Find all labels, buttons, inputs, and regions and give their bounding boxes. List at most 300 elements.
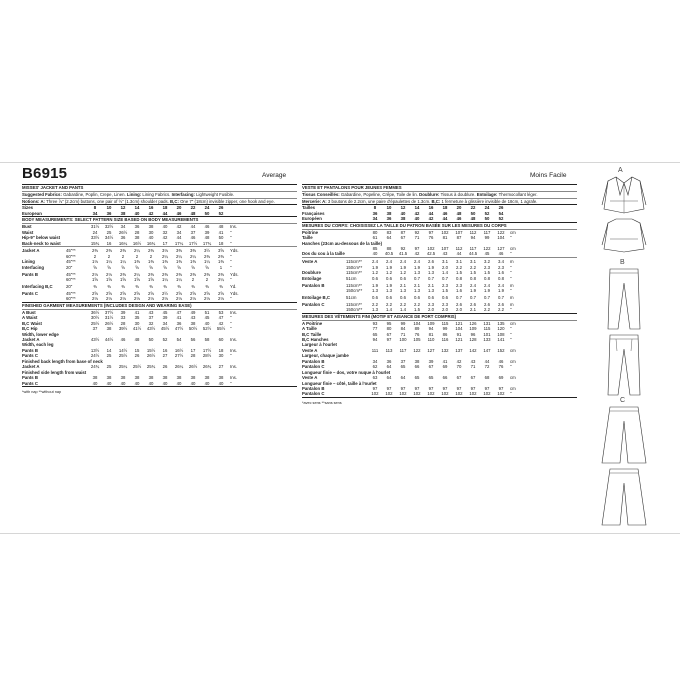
value-cell: 38 xyxy=(176,375,182,381)
value-cell: 1⅝ xyxy=(120,277,126,283)
value-cell: 40.5 xyxy=(384,251,394,257)
value-cell: 80 xyxy=(372,229,378,235)
unit-cell: cm xyxy=(510,347,516,353)
value-cell: 141 xyxy=(497,337,505,343)
row-label: B,C Hanches xyxy=(302,337,329,343)
value-cell: 66 xyxy=(442,375,448,381)
value-cell: 1⅜ xyxy=(148,259,154,265)
row-label: Entoilage xyxy=(302,275,322,281)
row-label: Pants B xyxy=(22,271,38,277)
value-cell: 40 xyxy=(134,380,140,386)
value-cell: 2⅝ xyxy=(176,291,182,296)
value-cell: 2¼ xyxy=(162,253,168,259)
yardage-table-fr xyxy=(302,259,577,312)
european-size-cell: 46 xyxy=(456,216,462,222)
row-label: Jacket A xyxy=(22,337,40,343)
value-cell: 38 xyxy=(92,375,98,381)
value-cell: 45½ xyxy=(160,326,170,332)
value-cell: 81 xyxy=(428,331,434,337)
value-cell: 39 xyxy=(428,358,434,364)
value-cell: 45 xyxy=(204,315,210,321)
sizes-row-en: Sizes 8 10 12 14 16 18 20 22 24 26 xyxy=(22,205,297,210)
value-cell: 2.6 xyxy=(428,259,434,265)
value-cell: 105 xyxy=(413,337,421,343)
value-cell: 3⅛ xyxy=(162,248,168,254)
european-size-cell: 46 xyxy=(176,210,182,216)
value-cell: 2.2 xyxy=(456,264,462,270)
value-cell: 25½ xyxy=(118,353,128,359)
value-cell: 96 xyxy=(470,331,476,337)
value-cell: 18 xyxy=(218,347,224,353)
value-cell: 71 xyxy=(414,235,420,241)
value-cell: 2 xyxy=(121,253,125,259)
value-cell: 17¾ xyxy=(202,240,212,246)
value-cell: 76 xyxy=(498,364,504,370)
view-a-letter: A xyxy=(618,167,623,174)
value-cell: 36 xyxy=(120,235,126,241)
pattern-envelope-back xyxy=(0,162,680,534)
value-cell: 2⅝ xyxy=(92,291,98,296)
value-cell: 112 xyxy=(469,229,477,235)
value-cell: 0.7 xyxy=(470,294,476,300)
value-cell: 1¼ xyxy=(176,277,182,283)
value-cell: 42 xyxy=(456,358,462,364)
value-cell: 67 xyxy=(386,331,392,337)
value-cell: 99 xyxy=(484,235,490,241)
value-cell: 97 xyxy=(414,245,420,251)
value-cell: 67 xyxy=(400,235,406,241)
value-cell: 1⅜ xyxy=(134,259,140,265)
unit-cell: Yds. xyxy=(230,291,239,296)
value-cell: 97 xyxy=(386,337,392,343)
value-cell: 43 xyxy=(470,358,476,364)
value-cell: 3⅝ xyxy=(218,248,224,254)
value-cell: 2 xyxy=(149,253,153,259)
size-cell: 20 xyxy=(456,205,462,211)
difficulty-level-en: Average xyxy=(262,172,287,179)
value-cell: 38 xyxy=(218,375,224,381)
value-cell: 37 xyxy=(190,229,196,235)
size-cell: 10 xyxy=(386,205,392,211)
value-cell: 1⅝ xyxy=(134,277,140,283)
value-cell: 104 xyxy=(455,326,463,332)
value-cell: 16 xyxy=(162,347,168,353)
french-size-cell: 44 xyxy=(428,210,434,216)
value-cell: 50 xyxy=(148,337,154,343)
value-cell: 38 xyxy=(106,326,112,332)
value-cell: 32 xyxy=(148,320,154,326)
size-cell: 26 xyxy=(498,205,504,211)
value-cell: 107 xyxy=(441,245,449,251)
value-cell: 2⅜ xyxy=(204,271,210,277)
value-cell: 0.6 xyxy=(414,294,420,300)
value-cell: ⅜ xyxy=(177,284,181,290)
value-cell: 41 xyxy=(218,229,224,235)
value-cell: 35 xyxy=(134,315,140,321)
value-cell: 2 xyxy=(107,253,111,259)
value-cell: 25¾ xyxy=(146,364,156,370)
value-cell: 95 xyxy=(386,320,392,326)
value-cell: 97 xyxy=(400,385,406,391)
table-row xyxy=(302,251,577,256)
european-size-cell: 44 xyxy=(442,216,448,222)
value-cell: 40 xyxy=(106,380,112,386)
value-cell: 115 xyxy=(483,326,491,332)
row-label: Largeur, chaque jambe xyxy=(302,353,349,359)
value-cell: 1.9 xyxy=(428,264,434,270)
value-cell: 1⅜ xyxy=(218,259,224,265)
pants-b-back-drawing xyxy=(604,333,644,397)
finished-table-en xyxy=(22,310,297,386)
value-cell: 1.5 xyxy=(442,288,448,293)
fabric-width: 45"** xyxy=(66,259,76,265)
unit-cell: " xyxy=(230,229,232,235)
row-label: Finished side length from waist xyxy=(22,369,87,375)
row-label: Veste A xyxy=(302,375,318,381)
value-cell: 15 xyxy=(134,347,140,353)
value-cell: 40 xyxy=(162,380,168,386)
value-cell: 49 xyxy=(190,309,196,315)
value-cell: 0.6 xyxy=(428,294,434,300)
value-cell: 43 xyxy=(442,251,448,257)
value-cell: 87 xyxy=(456,235,462,241)
value-cell: 2⅛ xyxy=(204,296,210,302)
value-cell: 15¾ xyxy=(90,240,100,246)
value-cell: 3⅜ xyxy=(176,248,182,254)
value-cell: 36 xyxy=(134,224,140,230)
table-row xyxy=(302,288,577,293)
value-cell: 0.6 xyxy=(400,294,406,300)
value-cell: 33 xyxy=(120,315,126,321)
value-cell: 1⅝ xyxy=(148,277,154,283)
value-cell: 2¼ xyxy=(134,248,140,254)
value-cell: ⅝ xyxy=(163,264,167,270)
footnote-en: *with nap **without nap xyxy=(22,389,62,394)
value-cell: ⅝ xyxy=(177,264,181,270)
value-cell: 87 xyxy=(400,229,406,235)
value-cell: 1.9 xyxy=(470,288,476,293)
value-cell: 2⅛ xyxy=(106,296,112,302)
view-c-letter: C xyxy=(620,397,626,404)
value-cell: ⅜ xyxy=(135,284,139,290)
value-cell: 24½ xyxy=(90,353,100,359)
value-cell: 1.9 xyxy=(372,282,378,288)
value-cell: 1.5 xyxy=(484,270,490,276)
value-cell: 68 xyxy=(484,375,490,381)
unit-cell: " xyxy=(230,353,232,359)
value-cell: 26 xyxy=(162,364,168,370)
row-label: Width, lower edge xyxy=(22,331,59,337)
value-cell: 3.1 xyxy=(442,259,448,265)
value-cell: 2⅝ xyxy=(120,291,126,296)
french-sizes-row: Françaises 36 38 40 42 44 46 48 50 52 54 xyxy=(302,211,577,216)
value-cell: ⅜ xyxy=(149,284,153,290)
value-cell: 1¼ xyxy=(204,259,210,265)
value-cell: 40 xyxy=(148,235,154,241)
fabric-width: 60"** xyxy=(66,296,76,302)
value-cell: 2⅜ xyxy=(148,271,154,277)
value-cell: 2⅛ xyxy=(120,296,126,302)
value-cell: 25½ xyxy=(90,320,100,326)
value-cell: 2⅜ xyxy=(148,248,154,254)
value-cell: 2⅜ xyxy=(218,271,224,277)
fabrics-en: Suggested Fabrics: Gabardine, Poplin, Crepe, Linen. Lining: Lining Fabrics. Interfacing: Lightweight Fusible. xyxy=(22,191,235,197)
unit-cell: m xyxy=(510,301,514,307)
value-cell: 26½ xyxy=(188,364,198,370)
title-fr: VESTE ET PANTALONS POUR JEUNES FEMMES xyxy=(302,185,402,190)
value-cell: 2.4 xyxy=(498,282,504,288)
value-cell: 108 xyxy=(497,331,505,337)
value-cell: 36 xyxy=(176,320,182,326)
value-cell: 25 xyxy=(106,364,112,370)
value-cell: 97 xyxy=(470,385,476,391)
value-cell: 34½ xyxy=(104,235,114,241)
value-cell: 67 xyxy=(456,375,462,381)
value-cell: 2⅜ xyxy=(92,248,98,254)
value-cell: 40 xyxy=(92,380,98,386)
value-cell: 38 xyxy=(204,375,210,381)
value-cell: 1.6 xyxy=(456,288,462,293)
value-cell: 111 xyxy=(371,347,379,353)
value-cell: 1 xyxy=(219,264,223,270)
value-cell: 14 xyxy=(106,347,112,353)
value-cell: 38 xyxy=(134,375,140,381)
size-cell: 24 xyxy=(204,205,210,211)
fabric-width: 45"** xyxy=(66,291,76,296)
value-cell: 40 xyxy=(176,380,182,386)
value-cell: 1⅛ xyxy=(92,259,98,265)
value-cell: 102 xyxy=(413,391,421,397)
value-cell: ⅝ xyxy=(107,264,111,270)
unit-cell: " xyxy=(510,326,512,332)
value-cell: 64 xyxy=(400,375,406,381)
row-label: A Waist xyxy=(22,315,38,321)
english-column xyxy=(22,184,297,395)
unit-cell: " xyxy=(230,315,232,321)
value-cell: 1.3 xyxy=(372,307,378,313)
unit-cell: " xyxy=(510,275,512,281)
row-label: Hanches (23cm au-dessous de la taille) xyxy=(302,240,383,246)
value-cell: 27½ xyxy=(174,353,184,359)
unit-cell: " xyxy=(230,277,232,283)
value-cell: 83 xyxy=(386,229,392,235)
value-cell: 42 xyxy=(218,320,224,326)
body-table-fr xyxy=(302,230,577,257)
value-cell: 50½ xyxy=(188,326,198,332)
unit-cell: " xyxy=(230,235,232,241)
value-cell: 28 xyxy=(134,229,140,235)
value-cell: 1.3 xyxy=(414,270,420,276)
finished-heading-fr: MESURES DES VÊTEMENTS FINI (MOTIF ET AISANCE DE PORT COMPRIS) xyxy=(302,313,457,319)
value-cell: 66 xyxy=(414,364,420,370)
value-cell: 40 xyxy=(204,320,210,326)
difficulty-level-fr: Moins Facile xyxy=(530,172,567,179)
french-size-cell: 38 xyxy=(386,210,392,216)
value-cell: 122 xyxy=(413,347,421,353)
row-label: Veste A xyxy=(302,259,318,265)
value-cell: 41½ xyxy=(132,326,142,332)
value-cell: 40 xyxy=(190,380,196,386)
value-cell: 2¼ xyxy=(218,277,224,283)
value-cell: 2⅛ xyxy=(190,296,196,302)
value-cell: 117 xyxy=(469,245,477,251)
value-cell: 46 xyxy=(190,235,196,241)
european-size-cell: 42 xyxy=(428,216,434,222)
value-cell: 71 xyxy=(470,364,476,370)
european-size-cell: 52 xyxy=(218,210,224,216)
value-cell: 38 xyxy=(148,224,154,230)
value-cell: 1.3 xyxy=(428,288,434,293)
table-row xyxy=(22,265,297,270)
value-cell: 40 xyxy=(218,380,224,386)
row-label: Pants C xyxy=(22,291,38,296)
value-cell: 44 xyxy=(456,251,462,257)
value-cell: 109 xyxy=(427,320,435,326)
value-cell: 120 xyxy=(497,326,505,332)
value-cell: 17 xyxy=(190,347,196,353)
european-size-cell: 50 xyxy=(204,210,210,216)
value-cell: 102 xyxy=(441,391,449,397)
unit-cell: " xyxy=(510,331,512,337)
value-cell: 113 xyxy=(385,347,393,353)
value-cell: ⅝ xyxy=(149,264,153,270)
value-cell: 71 xyxy=(400,331,406,337)
value-cell: 1⅝ xyxy=(106,277,112,283)
value-cell: 2.6 xyxy=(456,301,462,307)
value-cell: 72 xyxy=(484,364,490,370)
value-cell: 40 xyxy=(372,251,378,257)
value-cell: 38 xyxy=(106,375,112,381)
value-cell: 109 xyxy=(469,326,477,332)
value-cell: 39 xyxy=(204,229,210,235)
row-label: Hip-9" below waist xyxy=(22,235,61,241)
unit-cell: cm xyxy=(510,385,516,391)
value-cell: 0.6 xyxy=(400,275,406,281)
value-cell: 69 xyxy=(442,364,448,370)
french-size-cell: 40 xyxy=(400,210,406,216)
value-cell: 2⅛ xyxy=(134,296,140,302)
value-cell: 65 xyxy=(400,364,406,370)
value-cell: 41 xyxy=(176,315,182,321)
value-cell: 102 xyxy=(399,391,407,397)
value-cell: 2⅜ xyxy=(120,271,126,277)
unit-cell: cm xyxy=(510,358,516,364)
pants-c-back-drawing xyxy=(600,467,648,527)
value-cell: 25 xyxy=(106,353,112,359)
row-label: Veste A xyxy=(302,347,318,353)
value-cell: 94 xyxy=(372,337,378,343)
value-cell: ⅝ xyxy=(93,264,97,270)
row-label: Largeur à l'ourlet xyxy=(302,342,337,348)
size-cell: 14 xyxy=(414,205,420,211)
value-cell: 2.1 xyxy=(414,282,420,288)
value-cell: 81 xyxy=(442,235,448,241)
unit-cell: cm xyxy=(510,375,516,381)
value-cell: 2.0 xyxy=(442,264,448,270)
value-cell: 27 xyxy=(162,353,168,359)
value-cell: 102 xyxy=(371,391,379,397)
value-cell: 43½ xyxy=(90,337,100,343)
value-cell: 135 xyxy=(497,320,505,326)
value-cell: 0.7 xyxy=(428,275,434,281)
fabric-width: 115cm** xyxy=(346,259,362,265)
value-cell: 1⅜ xyxy=(162,259,168,265)
value-cell: ⅜ xyxy=(93,284,97,290)
row-label: Doublure xyxy=(302,270,321,276)
value-cell: 2¼ xyxy=(176,253,182,259)
value-cell: 17¼ xyxy=(174,240,184,246)
value-cell: 107 xyxy=(455,229,463,235)
value-cell: 47 xyxy=(218,315,224,321)
value-cell: 1.9 xyxy=(414,264,420,270)
fabric-width: 20" xyxy=(66,264,73,270)
value-cell: 70 xyxy=(456,364,462,370)
value-cell: 0.6 xyxy=(372,275,378,281)
value-cell: 1.9 xyxy=(372,264,378,270)
european-size-cell: 42 xyxy=(148,210,154,216)
value-cell: ⅝ xyxy=(135,264,139,270)
value-cell: 14½ xyxy=(118,347,128,353)
value-cell: 15½ xyxy=(146,347,156,353)
value-cell: 46 xyxy=(498,251,504,257)
value-cell: 2.4 xyxy=(372,259,378,265)
value-cell: 46 xyxy=(204,224,210,230)
european-row-fr: Européen 34 36 38 40 42 44 46 48 50 52 xyxy=(302,216,577,221)
value-cell: 2⅜ xyxy=(204,253,210,259)
value-cell: 50 xyxy=(218,235,224,241)
value-cell: 1.4 xyxy=(442,270,448,276)
value-cell: 30½ xyxy=(90,315,100,321)
size-cell: 20 xyxy=(176,205,182,211)
value-cell: 2⅛ xyxy=(92,271,98,277)
size-cell: 16 xyxy=(148,205,154,211)
european-row-en: European 34 36 38 40 42 44 46 48 50 52 xyxy=(22,211,297,216)
value-cell: 3⅜ xyxy=(190,248,196,254)
value-cell: 47½ xyxy=(174,326,184,332)
unit-cell: Ins. xyxy=(230,224,237,230)
value-cell: 17½ xyxy=(202,347,212,353)
value-cell: 1.6 xyxy=(498,270,504,276)
value-cell: 0.6 xyxy=(386,275,392,281)
unit-cell: " xyxy=(510,364,512,370)
value-cell: 34 xyxy=(176,229,182,235)
value-cell: 102 xyxy=(455,391,463,397)
unit-cell: " xyxy=(230,326,232,332)
value-cell: 147 xyxy=(483,347,491,353)
value-cell: 100 xyxy=(399,337,407,343)
value-cell: 1.5 xyxy=(414,307,420,313)
row-label: Pantalon C xyxy=(302,364,325,370)
fabric-width: 115cm** xyxy=(346,282,362,288)
unit-cell: " xyxy=(510,251,512,257)
value-cell: 2.6 xyxy=(498,301,504,307)
value-cell: 0.6 xyxy=(372,294,378,300)
value-cell: 2.2 xyxy=(470,264,476,270)
value-cell: 28 xyxy=(120,320,126,326)
unit-cell: " xyxy=(510,391,512,397)
value-cell: 32½ xyxy=(104,224,114,230)
value-cell: 67 xyxy=(470,375,476,381)
size-cell: 10 xyxy=(106,205,112,211)
european-size-cell: 38 xyxy=(120,210,126,216)
value-cell: 46 xyxy=(120,337,126,343)
value-cell: 28½ xyxy=(202,353,212,359)
value-cell: 126 xyxy=(469,320,477,326)
value-cell: 2⅜ xyxy=(120,248,126,254)
value-cell: 41 xyxy=(134,309,140,315)
value-cell: 2.6 xyxy=(484,301,490,307)
value-cell: 1.3 xyxy=(400,288,406,293)
